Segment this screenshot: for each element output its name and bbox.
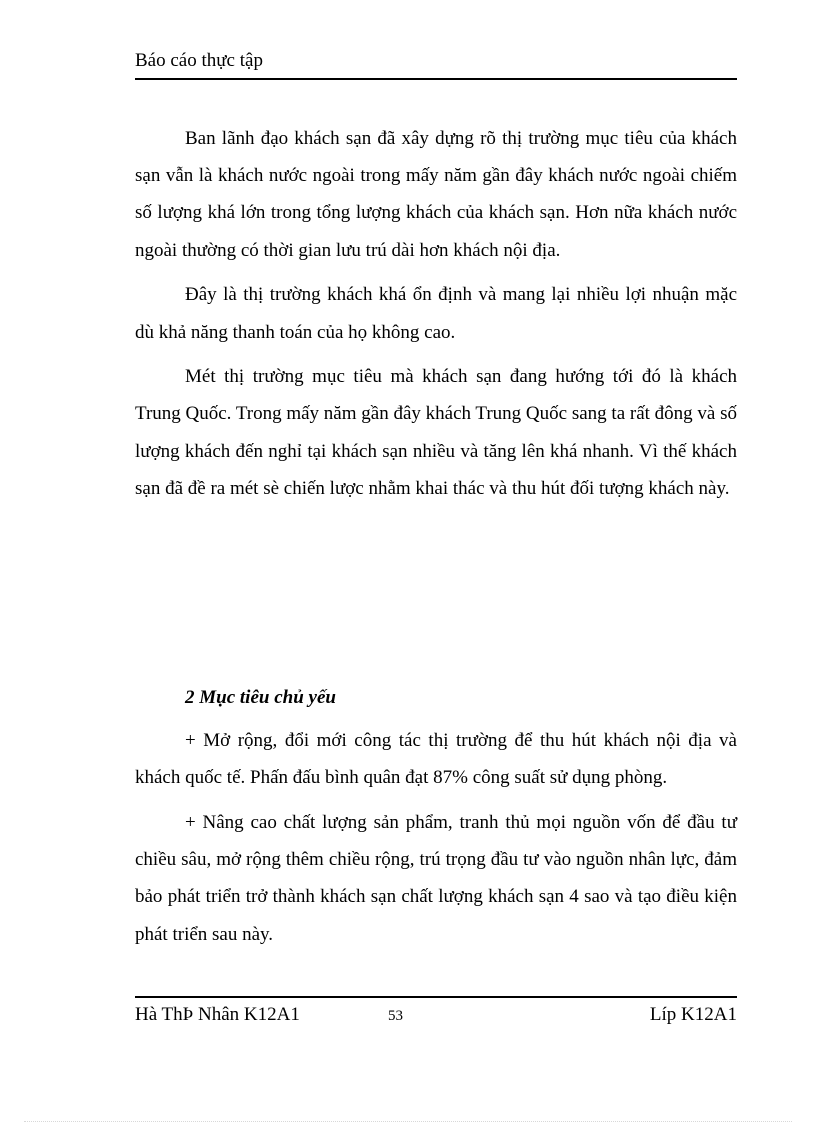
list-item: + Mở rộng, đổi mới công tác thị trường để thu hút khách nội địa và khách quốc tế. Phấn đấu bình quân đạt 87% công suất sử dụng phòng. xyxy=(135,730,737,789)
paragraph: Đây là thị trường khách khá ổn định và mang lại nhiều lợi nhuận mặc dù khả năng thanh toán của họ không cao. xyxy=(135,284,737,343)
footer-author: Hà ThÞ Nhân K12A1 xyxy=(135,1004,300,1025)
page-number: 53 xyxy=(388,1008,403,1024)
section-body xyxy=(135,722,737,960)
header-title: Báo cáo thực tập xyxy=(135,50,263,71)
paragraph: Mét thị trường mục tiêu mà khách sạn đang hướng tới đó là khách Trung Quốc. Trong mấy năm gần đây khách Trung Quốc sang ta rất đông và số lượng khách đến nghỉ tại khách sạn nhiều và tăng lên khá nhanh. Vì thế khách sạn đã đề ra mét sè chiến lược nhằm khai thác và thu hút đối tượng khách này. xyxy=(135,366,737,499)
footer-class-label: Líp K12A1 xyxy=(649,1004,737,1025)
page-edge-divider xyxy=(24,1121,792,1122)
section-heading: 2 Mục tiêu chủ yếu xyxy=(185,687,336,708)
list-item: + Nâng cao chất lượng sản phẩm, tranh thủ mọi nguồn vốn để đầu tư chiều sâu, mở rộng thêm chiều rộng, trú trọng đầu tư vào nguồn nhân lực, đảm bảo phát triển trở thành khách sạn chất lượng khách sạn 4 sao và tạo điều kiện phát triển sau này. xyxy=(135,811,737,945)
page-header xyxy=(135,49,737,80)
paragraph: Ban lãnh đạo khách sạn đã xây dựng rõ thị trường mục tiêu của khách sạn vẫn là khách nước ngoài trong mấy năm gần đây khách nước ngoài chiếm số lượng khá lớn trong tổng lượng khách của khách sạn. Hơn nữa khách nước ngoài thường có thời gian lưu trú dài hơn khách nội địa. xyxy=(135,128,737,261)
footer-divider xyxy=(135,996,737,998)
body-section xyxy=(135,120,737,515)
